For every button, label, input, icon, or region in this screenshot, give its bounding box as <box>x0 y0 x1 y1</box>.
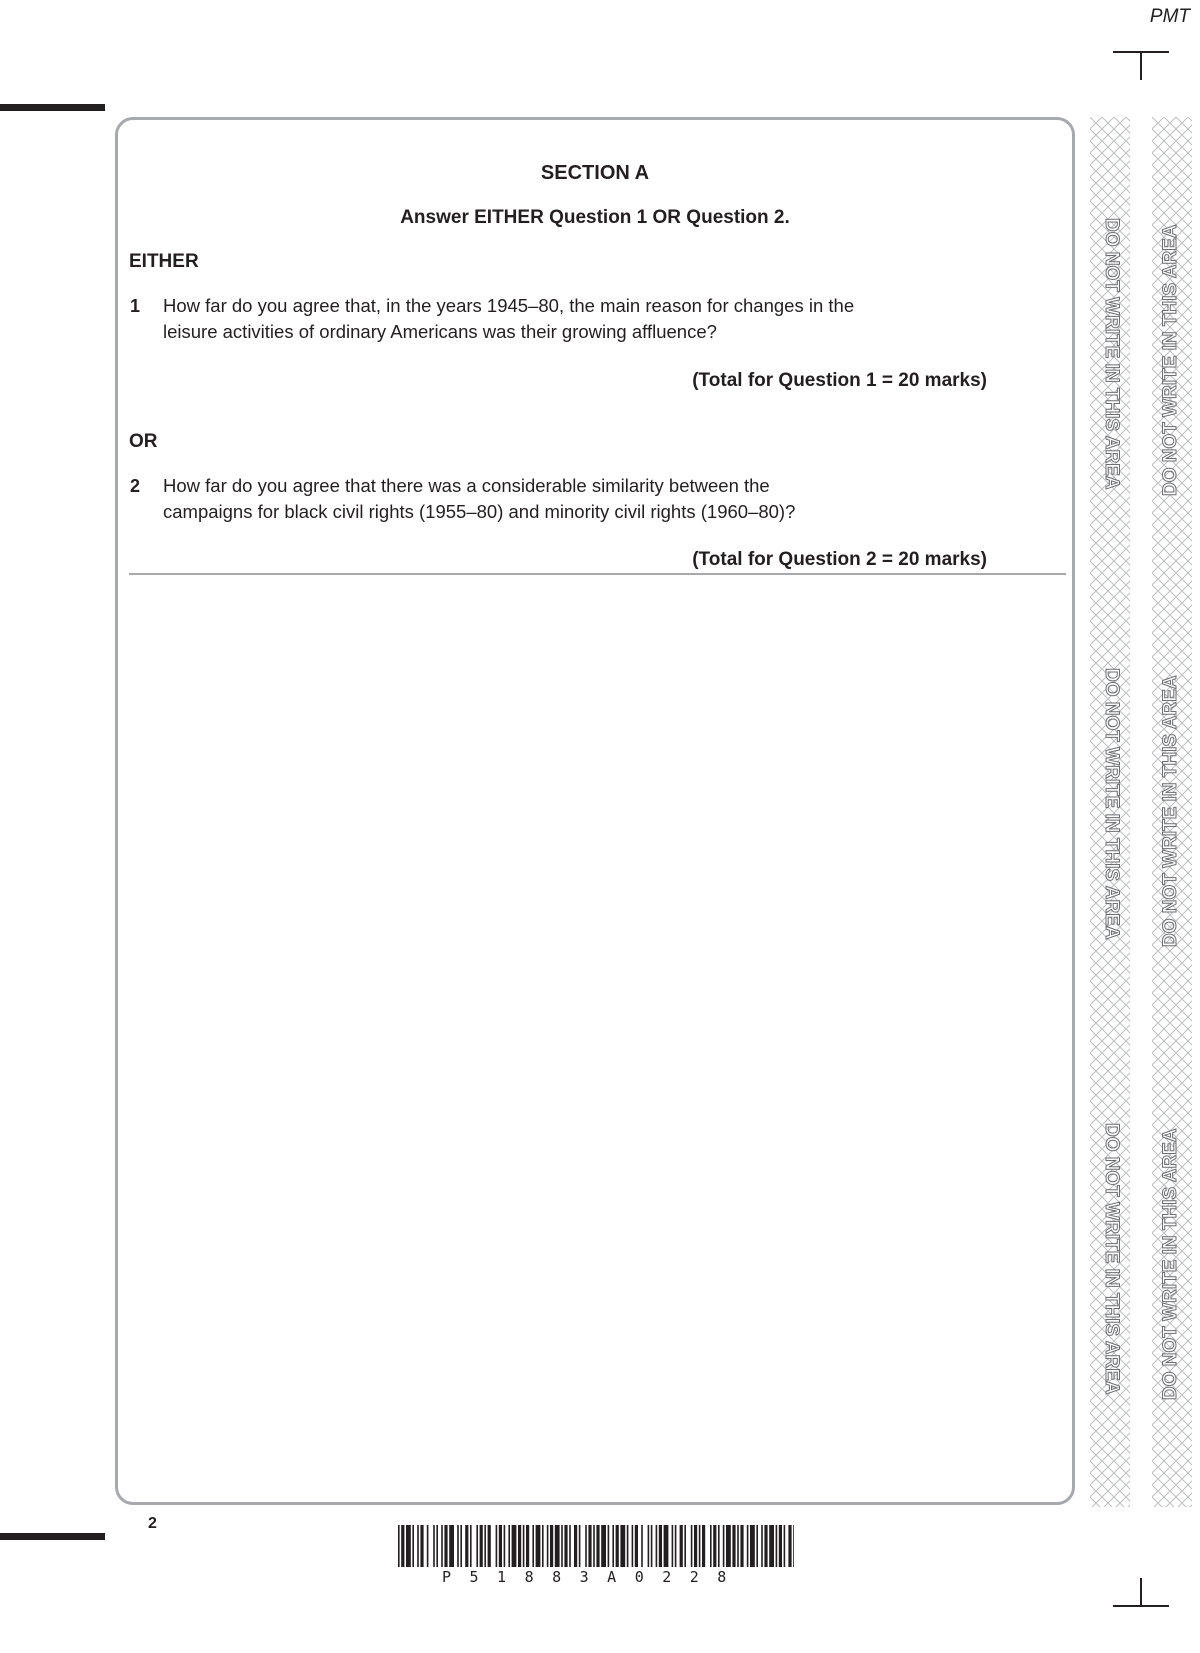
barcode-bar <box>496 1525 498 1567</box>
barcode-bar <box>635 1525 638 1567</box>
barcode-bar <box>627 1525 629 1567</box>
section-divider <box>129 573 1066 575</box>
barcode-bar <box>449 1525 454 1567</box>
barcode-bar <box>675 1525 677 1567</box>
barcode-bar <box>499 1525 502 1567</box>
barcode-bar <box>470 1525 472 1567</box>
margin-warning: DO NOT WRITE IN THIS AREA <box>1101 218 1122 490</box>
margin-warning-slot <box>1160 1128 1200 1422</box>
barcode-bar <box>569 1525 571 1567</box>
margin-warning: DO NOT WRITE IN THIS AREA <box>1101 1123 1122 1395</box>
barcode-bar <box>436 1525 438 1567</box>
barcode-bar <box>555 1525 560 1567</box>
question-total: (Total for Question 2 = 20 marks) <box>692 549 987 570</box>
question-text <box>163 473 963 525</box>
barcode-bar <box>585 1525 587 1567</box>
barcode-bar <box>702 1525 705 1567</box>
section-title: SECTION A <box>540 162 650 184</box>
barcode-bar <box>684 1525 686 1567</box>
barcode-bar <box>699 1525 701 1567</box>
barcode-bar <box>561 1525 563 1567</box>
barcode-bar <box>512 1525 517 1567</box>
barcode-bar <box>769 1525 774 1567</box>
barcode-bar <box>420 1525 423 1567</box>
question-number: 2 <box>130 476 141 496</box>
barcode-bar <box>632 1525 634 1567</box>
question-total: (Total for Question 1 = 20 marks) <box>692 370 987 391</box>
edge-bar-top <box>0 104 105 111</box>
barcode-bar <box>641 1525 643 1567</box>
barcode-bar <box>601 1525 606 1567</box>
barcode-bar <box>718 1525 720 1567</box>
barcode-bar <box>651 1525 653 1567</box>
barcode-bar <box>433 1525 435 1567</box>
barcode-bar <box>564 1525 567 1567</box>
question-text <box>163 293 963 345</box>
barcode <box>398 1525 794 1567</box>
barcode-bar <box>401 1525 404 1567</box>
barcode-bar <box>680 1525 683 1567</box>
barcode-bar <box>484 1525 486 1567</box>
barcode-bar <box>460 1525 462 1567</box>
barcode-bar <box>694 1525 697 1567</box>
barcode-bar <box>550 1525 553 1567</box>
barcode-bar <box>737 1525 739 1567</box>
margin-warning-slot <box>1098 1123 1200 1395</box>
barcode-bar <box>465 1525 468 1567</box>
barcode-bar <box>579 1525 581 1567</box>
edge-bar-bottom <box>0 1533 105 1540</box>
crop-mark-bottom-v <box>1140 1578 1142 1606</box>
barcode-bar <box>732 1525 735 1567</box>
barcode-bar <box>616 1525 619 1567</box>
barcode-bar <box>398 1525 400 1567</box>
page-number: 2 <box>148 1515 157 1532</box>
barcode-bar <box>776 1525 778 1567</box>
either-label: EITHER <box>129 251 199 272</box>
barcode-bar <box>547 1525 549 1567</box>
question-line: leisure activities of ordinary Americans was their growing affluence? <box>163 321 717 342</box>
margin-warning: DO NOT WRITE IN THIS AREA <box>1101 668 1122 940</box>
barcode-bar <box>764 1525 767 1567</box>
barcode-bar <box>488 1525 491 1567</box>
margin-warning-slot <box>1098 218 1200 490</box>
margin-warning: DO NOT WRITE IN THIS AREA <box>1160 1128 1181 1400</box>
barcode-bar <box>620 1525 625 1567</box>
barcode-bar <box>747 1525 749 1567</box>
barcode-bar <box>761 1525 763 1567</box>
question-line: campaigns for black civil rights (1955–80) and minority civil rights (1960–80)? <box>163 501 796 522</box>
barcode-bar <box>608 1525 610 1567</box>
barcode-bar <box>713 1525 716 1567</box>
barcode-bar <box>441 1525 443 1567</box>
margin-warning-slot <box>1160 675 1200 969</box>
barcode-bar <box>710 1525 712 1567</box>
margin-warning-slot <box>1098 668 1200 940</box>
margin-warning: DO NOT WRITE IN THIS AREA <box>1160 675 1181 947</box>
barcode-bar <box>518 1525 521 1567</box>
question-line: How far do you agree that, in the years 1945–80, the main reason for changes in the <box>163 295 855 316</box>
section-instruction: Answer EITHER Question 1 OR Question 2. <box>400 207 790 228</box>
margin-warning: DO NOT WRITE IN THIS AREA <box>1160 224 1181 496</box>
barcode-bar <box>588 1525 591 1567</box>
barcode-bar <box>504 1525 506 1567</box>
barcode-bar <box>612 1525 614 1567</box>
barcode-bar <box>480 1525 483 1567</box>
barcode-bar <box>750 1525 755 1567</box>
barcode-bar <box>723 1525 725 1567</box>
barcode-bar <box>574 1525 577 1567</box>
barcode-bar <box>756 1525 758 1567</box>
barcode-bar <box>508 1525 510 1567</box>
barcode-bar <box>532 1525 534 1567</box>
barcode-bar <box>659 1525 662 1567</box>
barcode-bar <box>596 1525 599 1567</box>
barcode-digits: P51883A0228 <box>442 1568 745 1586</box>
barcode-bar <box>726 1525 731 1567</box>
barcode-bar <box>427 1525 429 1567</box>
barcode-bar <box>536 1525 541 1567</box>
barcode-bar <box>406 1525 411 1567</box>
barcode-bar <box>412 1525 414 1567</box>
question-number: 1 <box>130 296 141 316</box>
barcode-bar <box>779 1525 782 1567</box>
corner-label: PMT <box>1149 6 1190 27</box>
barcode-bar <box>593 1525 595 1567</box>
barcode-bar <box>457 1525 459 1567</box>
question-line: How far do you agree that there was a considerable similarity between the <box>163 475 770 496</box>
margin-warning-slot <box>1160 224 1200 518</box>
barcode-bar <box>691 1525 693 1567</box>
barcode-bar <box>664 1525 669 1567</box>
barcode-bar <box>672 1525 674 1567</box>
barcode-bar <box>523 1525 525 1567</box>
barcode-bar <box>542 1525 544 1567</box>
crop-mark-top-v <box>1140 51 1142 80</box>
barcode-bar <box>417 1525 419 1567</box>
barcode-bar <box>793 1525 794 1567</box>
barcode-bar <box>740 1525 743 1567</box>
barcode-bar <box>788 1525 791 1567</box>
or-label: OR <box>129 431 158 452</box>
barcode-bar <box>656 1525 658 1567</box>
barcode-bar <box>476 1525 478 1567</box>
barcode-bar <box>648 1525 650 1567</box>
barcode-bar <box>784 1525 786 1567</box>
barcode-bar <box>526 1525 529 1567</box>
barcode-bar <box>444 1525 447 1567</box>
